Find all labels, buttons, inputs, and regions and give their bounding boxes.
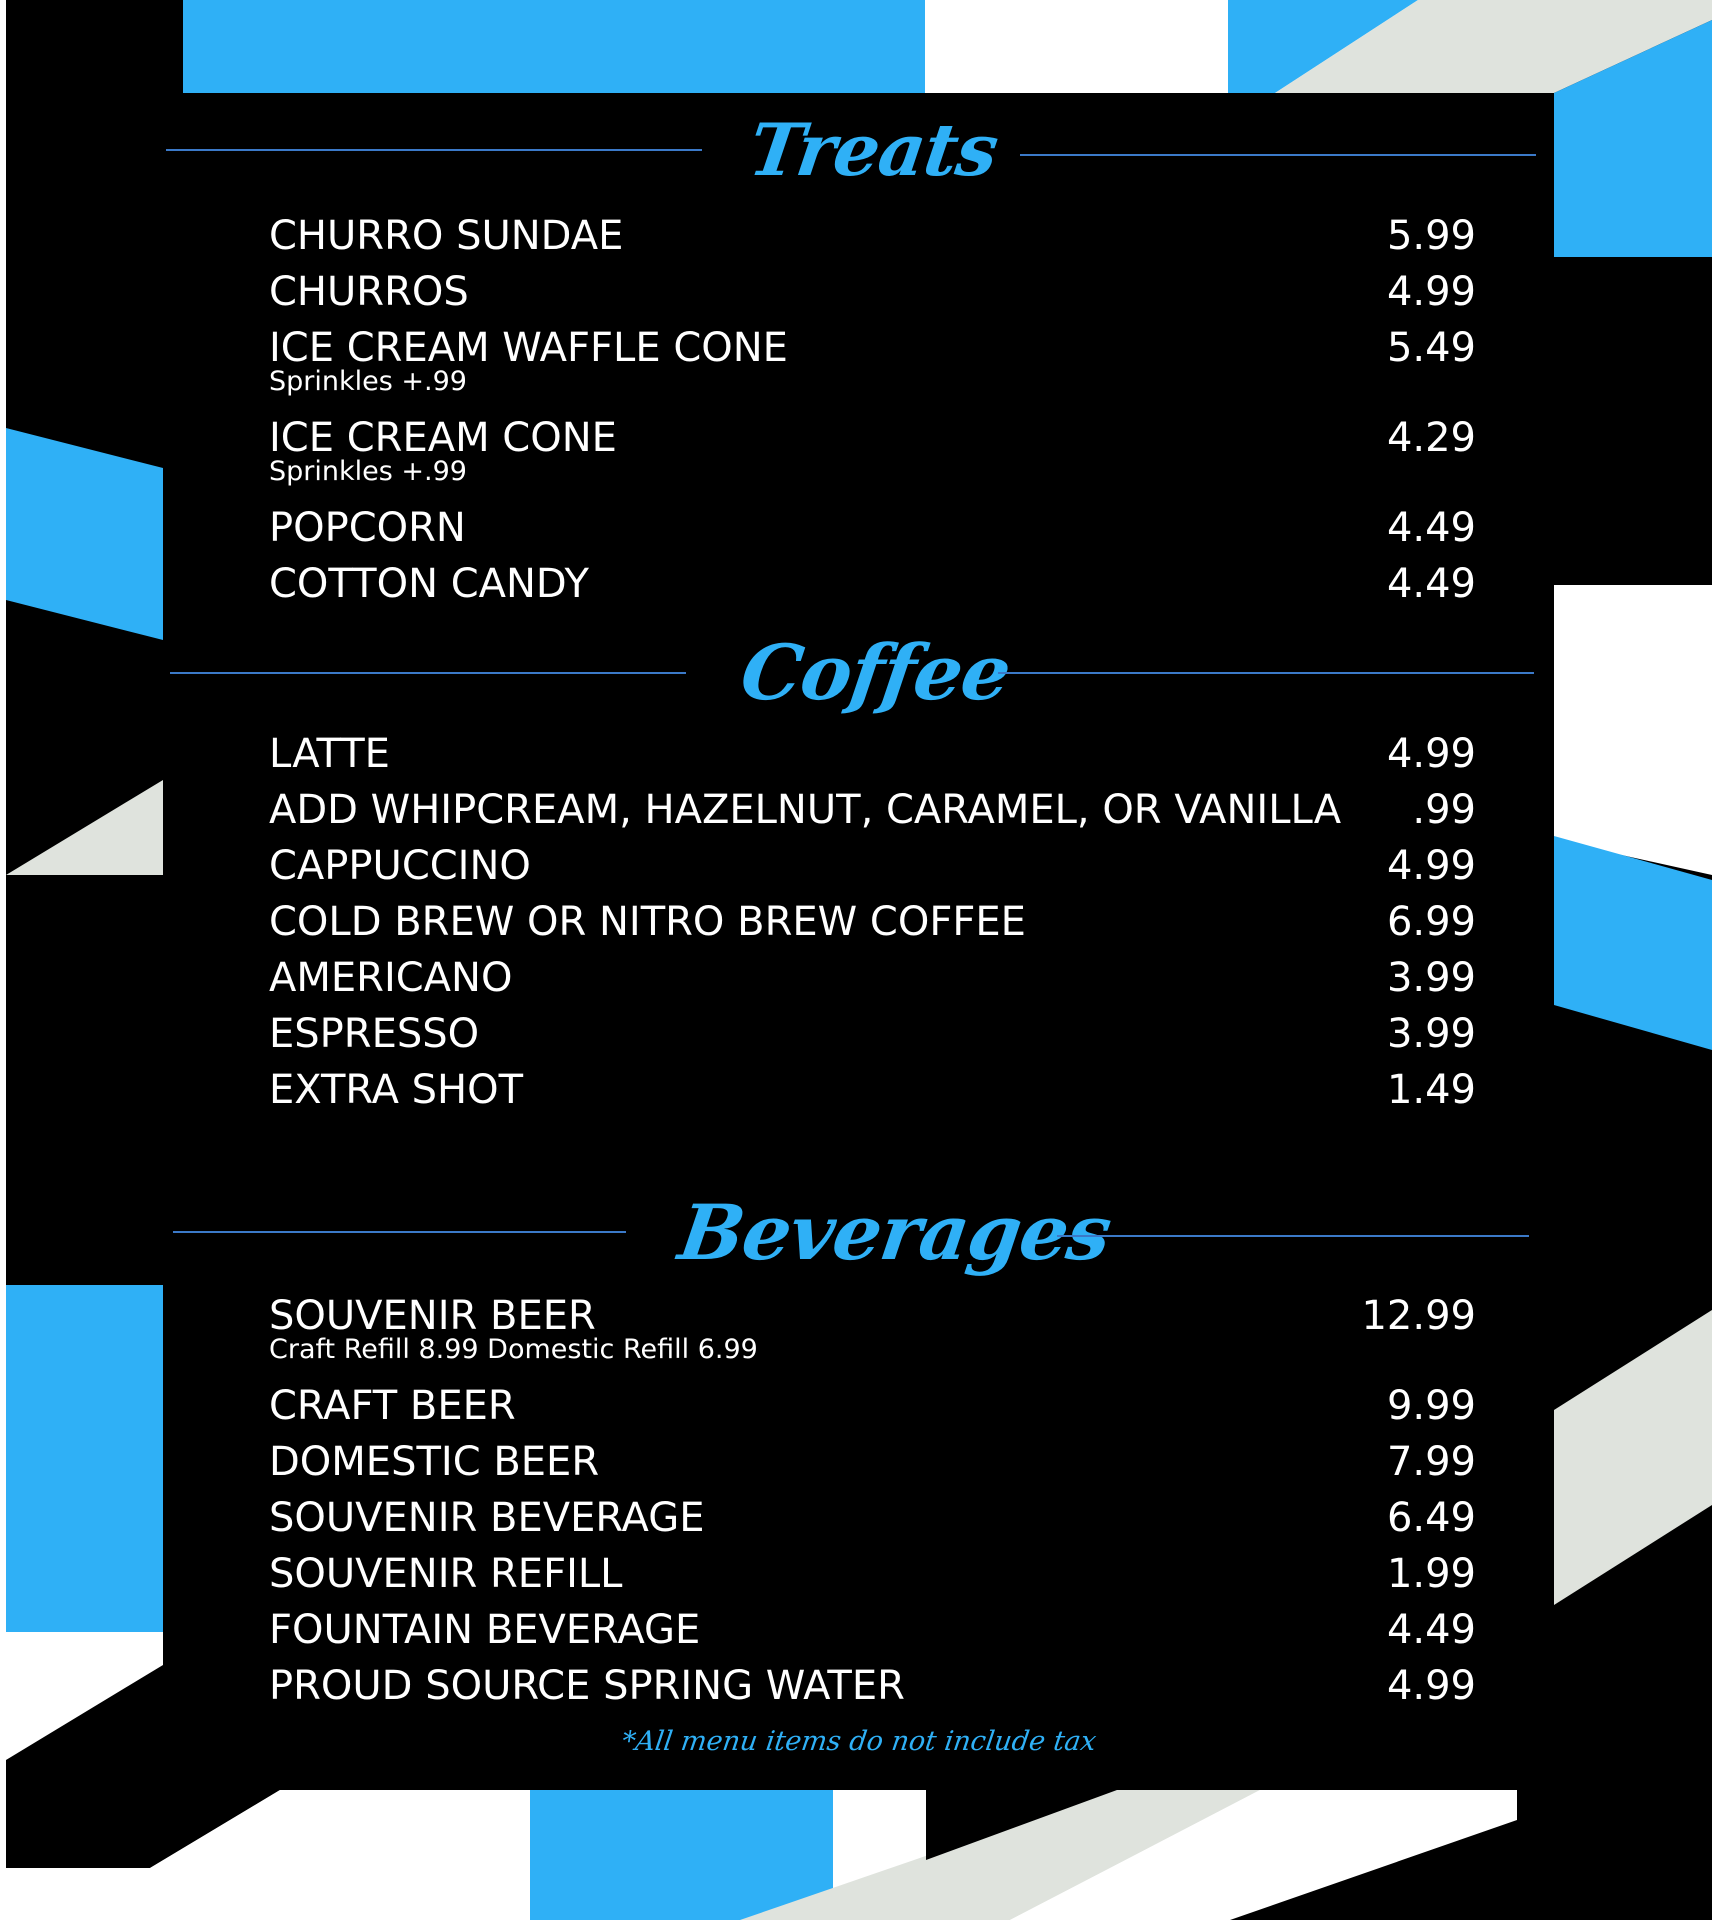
section-title-beverages: Beverages (673, 1188, 1116, 1277)
item-name: CAPPUCCINO (269, 843, 531, 889)
item-price: 4.99 (1386, 1663, 1476, 1709)
item-price: 4.29 (1386, 415, 1476, 461)
item-name: ESPRESSO (269, 1011, 480, 1057)
item-name: ICE CREAM WAFFLE CONE (269, 325, 788, 371)
item-note: Sprinkles +.99 (269, 456, 467, 487)
item-note: Sprinkles +.99 (269, 366, 467, 397)
item-price: 9.99 (1386, 1383, 1476, 1429)
item-price: 4.49 (1386, 561, 1476, 607)
section-header-beverages (0, 1185, 1718, 1295)
section-header-coffee (0, 625, 1718, 735)
item-price: 4.99 (1386, 843, 1476, 889)
section-rule-right (1020, 154, 1536, 156)
item-price: 1.99 (1386, 1551, 1476, 1597)
section-title-coffee: Coffee (735, 628, 1016, 717)
item-name: AMERICANO (269, 955, 513, 1001)
item-name: DOMESTIC BEER (269, 1439, 600, 1485)
section-rule-left (170, 672, 686, 674)
item-name: LATTE (269, 731, 390, 777)
item-name: SOUVENIR BEER (269, 1293, 596, 1339)
item-price: .99 (1412, 787, 1476, 833)
item-name: ADD WHIPCREAM, HAZELNUT, CARAMEL, OR VANILLA (269, 787, 1342, 833)
item-name: SOUVENIR BEVERAGE (269, 1495, 705, 1541)
item-name: CHURROS (269, 269, 469, 315)
item-price: 12.99 (1361, 1293, 1476, 1339)
item-name: SOUVENIR REFILL (269, 1551, 623, 1597)
section-rule-right (1057, 1235, 1529, 1237)
item-name: CHURRO SUNDAE (269, 213, 624, 259)
item-name: ICE CREAM CONE (269, 415, 617, 461)
tax-footnote: *All menu items do not include tax (620, 1726, 1099, 1757)
item-name: CRAFT BEER (269, 1383, 516, 1429)
item-price: 3.99 (1386, 955, 1476, 1001)
section-rule-left (166, 149, 702, 151)
section-rule-right (998, 672, 1534, 674)
item-name: POPCORN (269, 505, 466, 551)
item-price: 7.99 (1386, 1439, 1476, 1485)
item-name: COTTON CANDY (269, 561, 589, 607)
item-price: 6.49 (1386, 1495, 1476, 1541)
item-note: Craft Refill 8.99 Domestic Refill 6.99 (269, 1334, 758, 1365)
item-price: 6.99 (1386, 899, 1476, 945)
item-price: 3.99 (1386, 1011, 1476, 1057)
section-header-treats (0, 105, 1718, 215)
section-title-treats: Treats (744, 107, 1003, 192)
item-price: 1.49 (1386, 1067, 1476, 1113)
section-rule-left (173, 1231, 626, 1233)
item-name: FOUNTAIN BEVERAGE (269, 1607, 701, 1653)
item-price: 4.49 (1386, 1607, 1476, 1653)
item-name: PROUD SOURCE SPRING WATER (269, 1663, 905, 1709)
item-name: EXTRA SHOT (269, 1067, 524, 1113)
item-price: 4.99 (1386, 731, 1476, 777)
item-price: 5.99 (1386, 213, 1476, 259)
item-name: COLD BREW OR NITRO BREW COFFEE (269, 899, 1026, 945)
item-price: 4.49 (1386, 505, 1476, 551)
item-price: 4.99 (1386, 269, 1476, 315)
item-price: 5.49 (1386, 325, 1476, 371)
